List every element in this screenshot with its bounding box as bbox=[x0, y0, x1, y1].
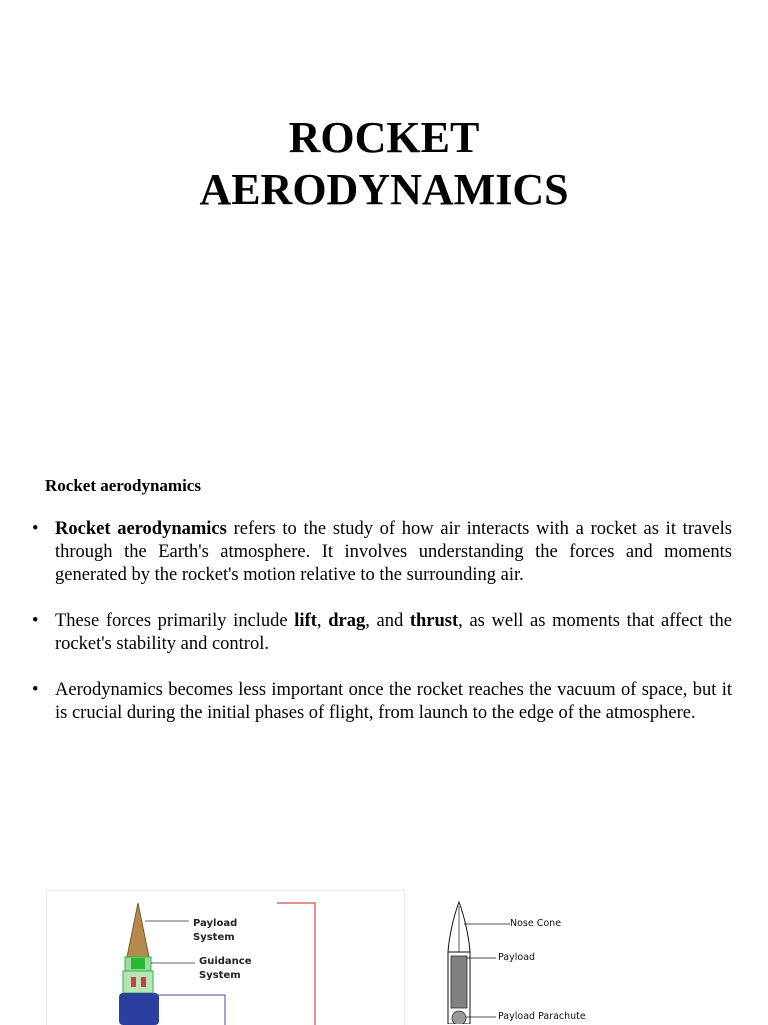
title-line-1: ROCKET bbox=[288, 113, 480, 162]
bold-lead: Rocket aerodynamics bbox=[55, 519, 227, 539]
bullet-text: Aerodynamics becomes less important once the rocket reaches the vacuum of space, but it is crucial during the initial phases of flight, from launch to the edge of the atmosphere. bbox=[55, 680, 732, 723]
upper-body-shape bbox=[123, 971, 153, 993]
separator: , and bbox=[365, 611, 410, 631]
bullet-item-vacuum bbox=[32, 679, 732, 725]
term-lift: lift bbox=[294, 611, 317, 631]
label-guidance-system: System bbox=[199, 970, 241, 981]
bullet-marker: • bbox=[32, 611, 39, 631]
bullet-text: refers to the study of how air interacts with a rocket as it travels through the Earth's atmosphere. It involves understanding the forces and moments generated by the rocket's motion relative to the surrounding air. bbox=[55, 519, 732, 585]
term-thrust: thrust bbox=[409, 611, 459, 631]
guidance-box-shape bbox=[131, 958, 145, 969]
label-payload-right: Payload bbox=[498, 952, 536, 963]
component-red-1 bbox=[131, 977, 136, 987]
label-nose-cone: Nose Cone bbox=[510, 918, 562, 929]
bullet-text-pre: These forces primarily include bbox=[55, 611, 295, 631]
bullet-list bbox=[32, 518, 732, 748]
separator: , bbox=[316, 611, 329, 631]
parachute-circle bbox=[452, 1011, 466, 1024]
bullet-marker: • bbox=[32, 519, 39, 539]
term-drag: drag bbox=[328, 611, 366, 631]
page-title bbox=[0, 112, 768, 216]
label-payload-parachute: Payload Parachute bbox=[498, 1011, 586, 1022]
rocket-parts-figure bbox=[436, 898, 616, 1024]
component-red-2 bbox=[141, 977, 146, 987]
payload-block bbox=[451, 956, 467, 1008]
nose-cone-shape bbox=[127, 903, 149, 957]
bullet-text-post: , as well as moments that affect the rocket's stability and control. bbox=[55, 611, 733, 654]
rocket-body-shape bbox=[119, 993, 159, 1025]
bullet-item-definition bbox=[32, 518, 732, 587]
section-heading: Rocket aerodynamics bbox=[45, 476, 201, 495]
bullet-item-forces bbox=[32, 610, 732, 656]
red-outline-frame bbox=[277, 903, 315, 1025]
label-guidance: Guidance bbox=[199, 956, 252, 967]
inner-frame-line bbox=[153, 995, 225, 1025]
label-payload: Payload bbox=[193, 918, 238, 929]
bullet-marker: • bbox=[32, 680, 39, 700]
label-payload-system: System bbox=[193, 932, 235, 943]
rocket-cutaway-figure bbox=[46, 890, 405, 1025]
title-line-2: AERODYNAMICS bbox=[199, 165, 569, 214]
